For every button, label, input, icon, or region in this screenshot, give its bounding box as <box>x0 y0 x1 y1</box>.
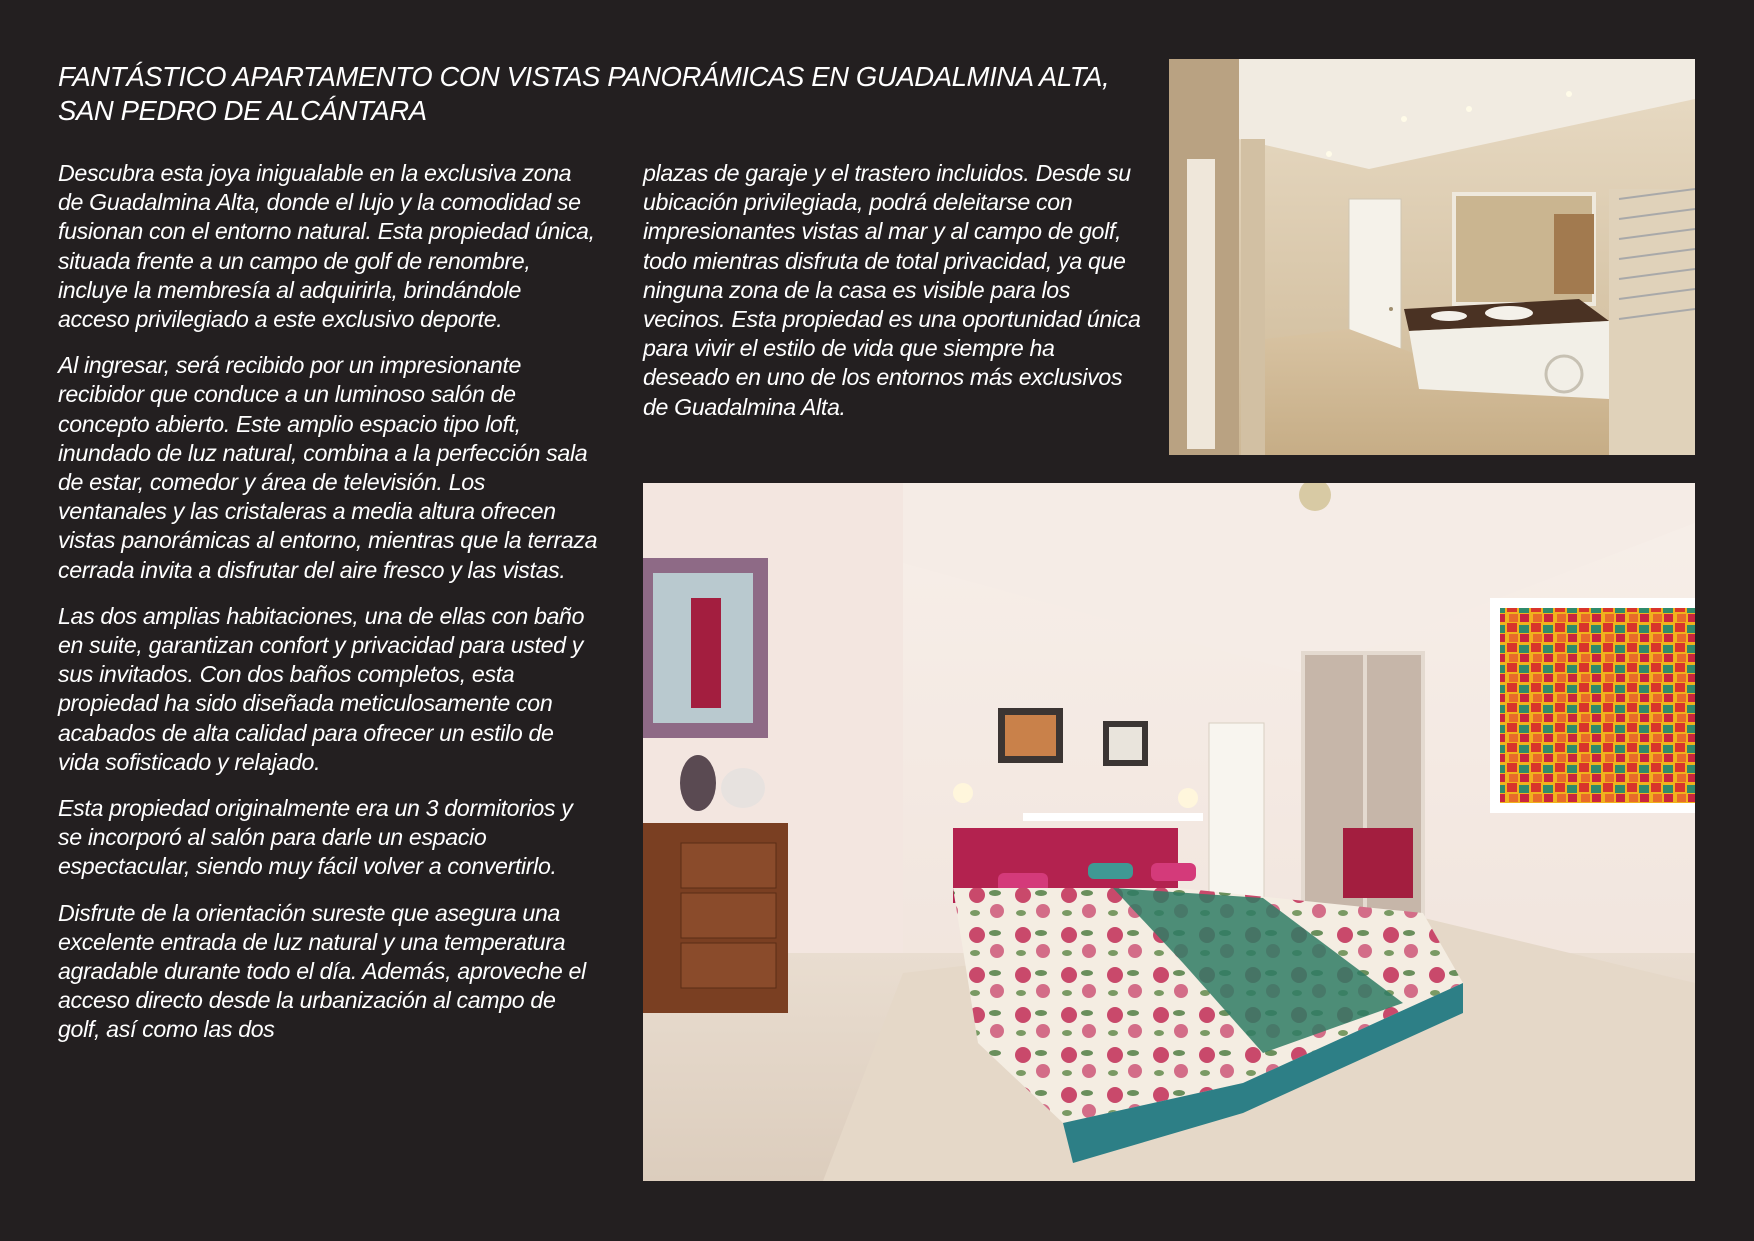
paragraph: Descubra esta joya inigualable en la exclusiva zona de Guadalmina Alta, donde el lujo y la comodidad se fusionan con el entorno natural. Esta propiedad única, situada frente a un campo de golf de renombre, incluye la membresía al adquirirla, brindándole acceso privilegiado a este exclusivo deporte. <box>58 160 595 333</box>
bedroom-photo <box>643 483 1695 1181</box>
bathroom-photo <box>1169 59 1695 455</box>
paragraph: Al ingresar, será recibido por un impresionante recibidor que conduce a un luminoso salón de concepto abierto. Este amplio espacio tipo loft, inundado de luz natural, combina a la perfección sala de estar, comedor y área de televisión. Los ventanales y las cristaleras a media altura ofrecen vistas panorámicas al entorno, mientras que la terraza cerrada invita a disfrutar del aire fresco y las vistas. <box>58 352 598 583</box>
text-column-left <box>58 159 598 1062</box>
text-column-right <box>643 159 1143 439</box>
paragraph: Disfrute de la orientación sureste que asegura una excelente entrada de luz natural y una temperatura agradable durante todo el día. Además, aproveche el acceso directo desde la urbanización al campo de golf, así como las dos <box>58 899 586 1043</box>
paragraph: Las dos amplias habitaciones, una de ellas con baño en suite, garantizan confort y privacidad para usted y sus invitados. Con dos baños completos, esta propiedad ha sido diseñada meticulosamente con acabados de alta calidad para ofrecer un estilo de vida sofisticado y relajado. <box>58 602 585 775</box>
paragraph: plazas de garaje y el trastero incluidos. Desde su ubicación privilegiada, podrá deleitarse con impresionantes vistas al mar y al campo de golf, todo mientras disfruta de total privacidad, ya que ninguna zona de la casa es visible para los vecinos. Esta propiedad es una oportunidad única para vivir el estilo de vida que siempre ha deseado en uno de los entornos más exclusivos de Guadalmina Alta. <box>643 160 1141 420</box>
paragraph: Esta propiedad originalmente era un 3 dormitorios y se incorporó al salón para darle un espacio espectacular, siendo muy fácil volver a convertirlo. <box>58 795 573 880</box>
page-title: FANTÁSTICO APARTAMENTO CON VISTAS PANORÁMICAS EN GUADALMINA ALTA, SAN PEDRO DE ALCÁNTARA <box>58 61 1110 126</box>
